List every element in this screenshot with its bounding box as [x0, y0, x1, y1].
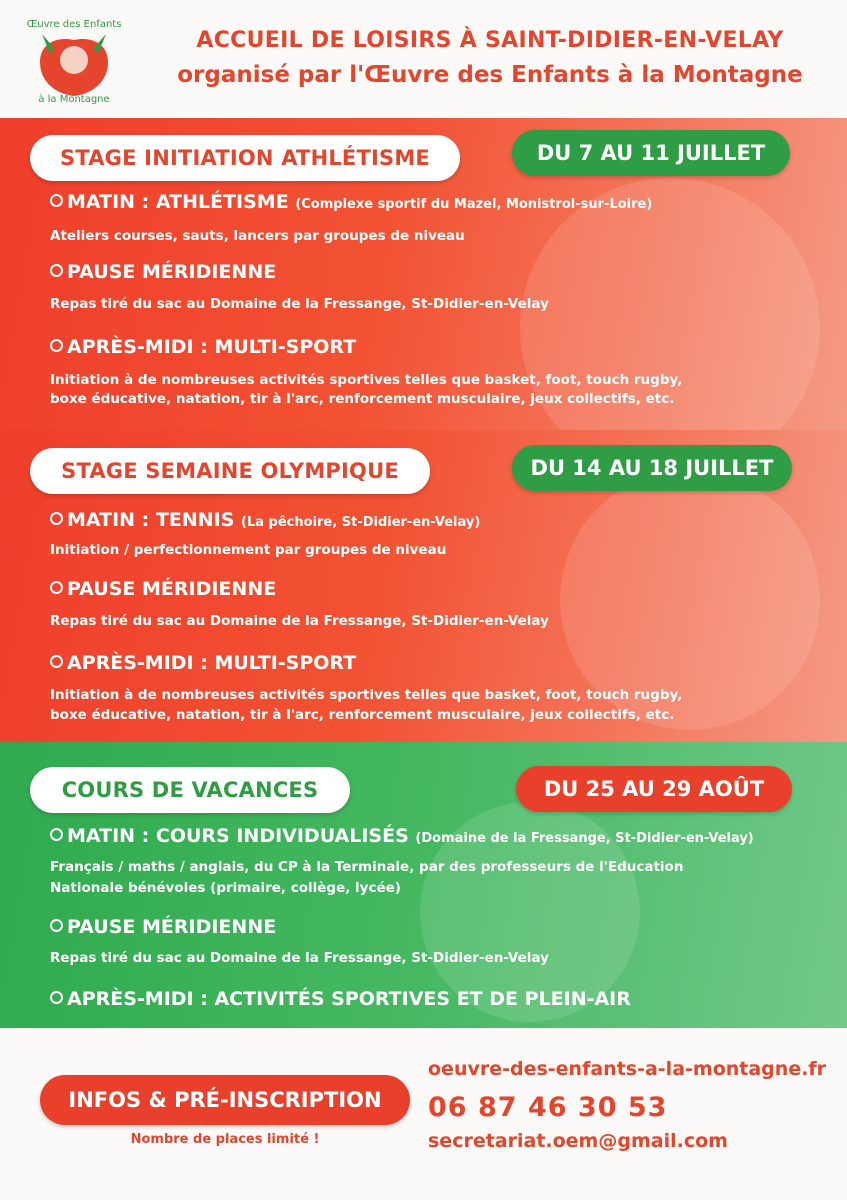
phone-number[interactable]: 06 87 46 30 53	[428, 1092, 668, 1123]
item-heading: MATIN : TENNIS (La pêchoire, St-Didier-en-Velay)	[50, 509, 480, 531]
item-heading: PAUSE MÉRIDIENNE	[50, 578, 276, 600]
item-text: Nationale bénévoles (primaire, collège, lycée)	[50, 880, 401, 896]
website-link[interactable]: oeuvre-des-enfants-a-la-montagne.fr	[428, 1058, 827, 1080]
bullet-icon	[50, 581, 63, 594]
item-text: Initiation à de nombreuses activités sportives telles que basket, foot, touch rugby,	[50, 372, 683, 388]
logo	[26, 14, 122, 104]
section-athletisme	[0, 118, 847, 430]
item-heading: MATIN : ATHLÉTISME (Complexe sportif du Mazel, Monistrol-sur-Loire)	[50, 191, 652, 213]
bullet-icon	[50, 919, 63, 932]
item-text: Repas tiré du sac au Domaine de la Fressange, St-Didier-en-Velay	[50, 613, 549, 629]
section-cours-vacances	[0, 742, 847, 1028]
bullet-icon	[50, 339, 63, 352]
item-heading: PAUSE MÉRIDIENNE	[50, 261, 276, 283]
bullet-icon	[50, 264, 63, 277]
item-text: Initiation / perfectionnement par groupes de niveau	[50, 542, 447, 558]
item-text: Français / maths / anglais, du CP à la Terminale, par des professeurs de l'Education	[50, 859, 684, 875]
infos-button[interactable]: INFOS & PRÉ-INSCRIPTION	[40, 1075, 410, 1125]
bullet-icon	[50, 828, 63, 841]
item-heading: APRÈS-MIDI : MULTI-SPORT	[50, 652, 356, 674]
section-dates: DU 7 AU 11 JUILLET	[512, 130, 790, 176]
item-text: boxe éducative, natation, tir à l'arc, renforcement musculaire, jeux collectifs, etc.	[50, 391, 675, 407]
item-text: Repas tiré du sac au Domaine de la Fressange, St-Didier-en-Velay	[50, 950, 549, 966]
item-heading: APRÈS-MIDI : MULTI-SPORT	[50, 336, 356, 358]
item-text: Ateliers courses, sauts, lancers par groupes de niveau	[50, 228, 465, 244]
section-title: COURS DE VACANCES	[30, 767, 350, 813]
section-dates: DU 25 AU 29 AOÛT	[516, 766, 792, 812]
page-title: ACCUEIL DE LOISIRS À SAINT-DIDIER-EN-VELAY	[196, 28, 784, 53]
bullet-icon	[50, 194, 63, 207]
page-subtitle: organisé par l'Œuvre des Enfants à la Montagne	[177, 62, 803, 88]
bullet-icon	[50, 512, 63, 525]
item-text: Initiation à de nombreuses activités sportives telles que basket, foot, touch rugby,	[50, 687, 683, 703]
section-dates: DU 14 AU 18 JUILLET	[512, 445, 792, 491]
logo-text-top: Œuvre des Enfants	[26, 19, 122, 30]
logo-text-bottom: à la Montagne	[38, 94, 110, 104]
item-heading: PAUSE MÉRIDIENNE	[50, 916, 276, 938]
bullet-icon	[50, 655, 63, 668]
item-heading: MATIN : COURS INDIVIDUALISÉS (Domaine de la Fressange, St-Didier-en-Velay)	[50, 825, 754, 847]
section-olympique	[0, 430, 847, 742]
limited-places-note: Nombre de places limité !	[130, 1132, 320, 1147]
header	[0, 0, 847, 118]
email-link[interactable]: secretariat.oem@gmail.com	[428, 1130, 728, 1152]
item-text: boxe éducative, natation, tir à l'arc, renforcement musculaire, jeux collectifs, etc.	[50, 707, 675, 723]
item-text: Repas tiré du sac au Domaine de la Fressange, St-Didier-en-Velay	[50, 296, 549, 312]
bullet-icon	[50, 991, 63, 1004]
item-heading: APRÈS-MIDI : ACTIVITÉS SPORTIVES ET DE PLEIN-AIR	[50, 988, 631, 1010]
section-title: STAGE INITIATION ATHLÉTISME	[30, 135, 460, 181]
section-title: STAGE SEMAINE OLYMPIQUE	[30, 448, 430, 494]
